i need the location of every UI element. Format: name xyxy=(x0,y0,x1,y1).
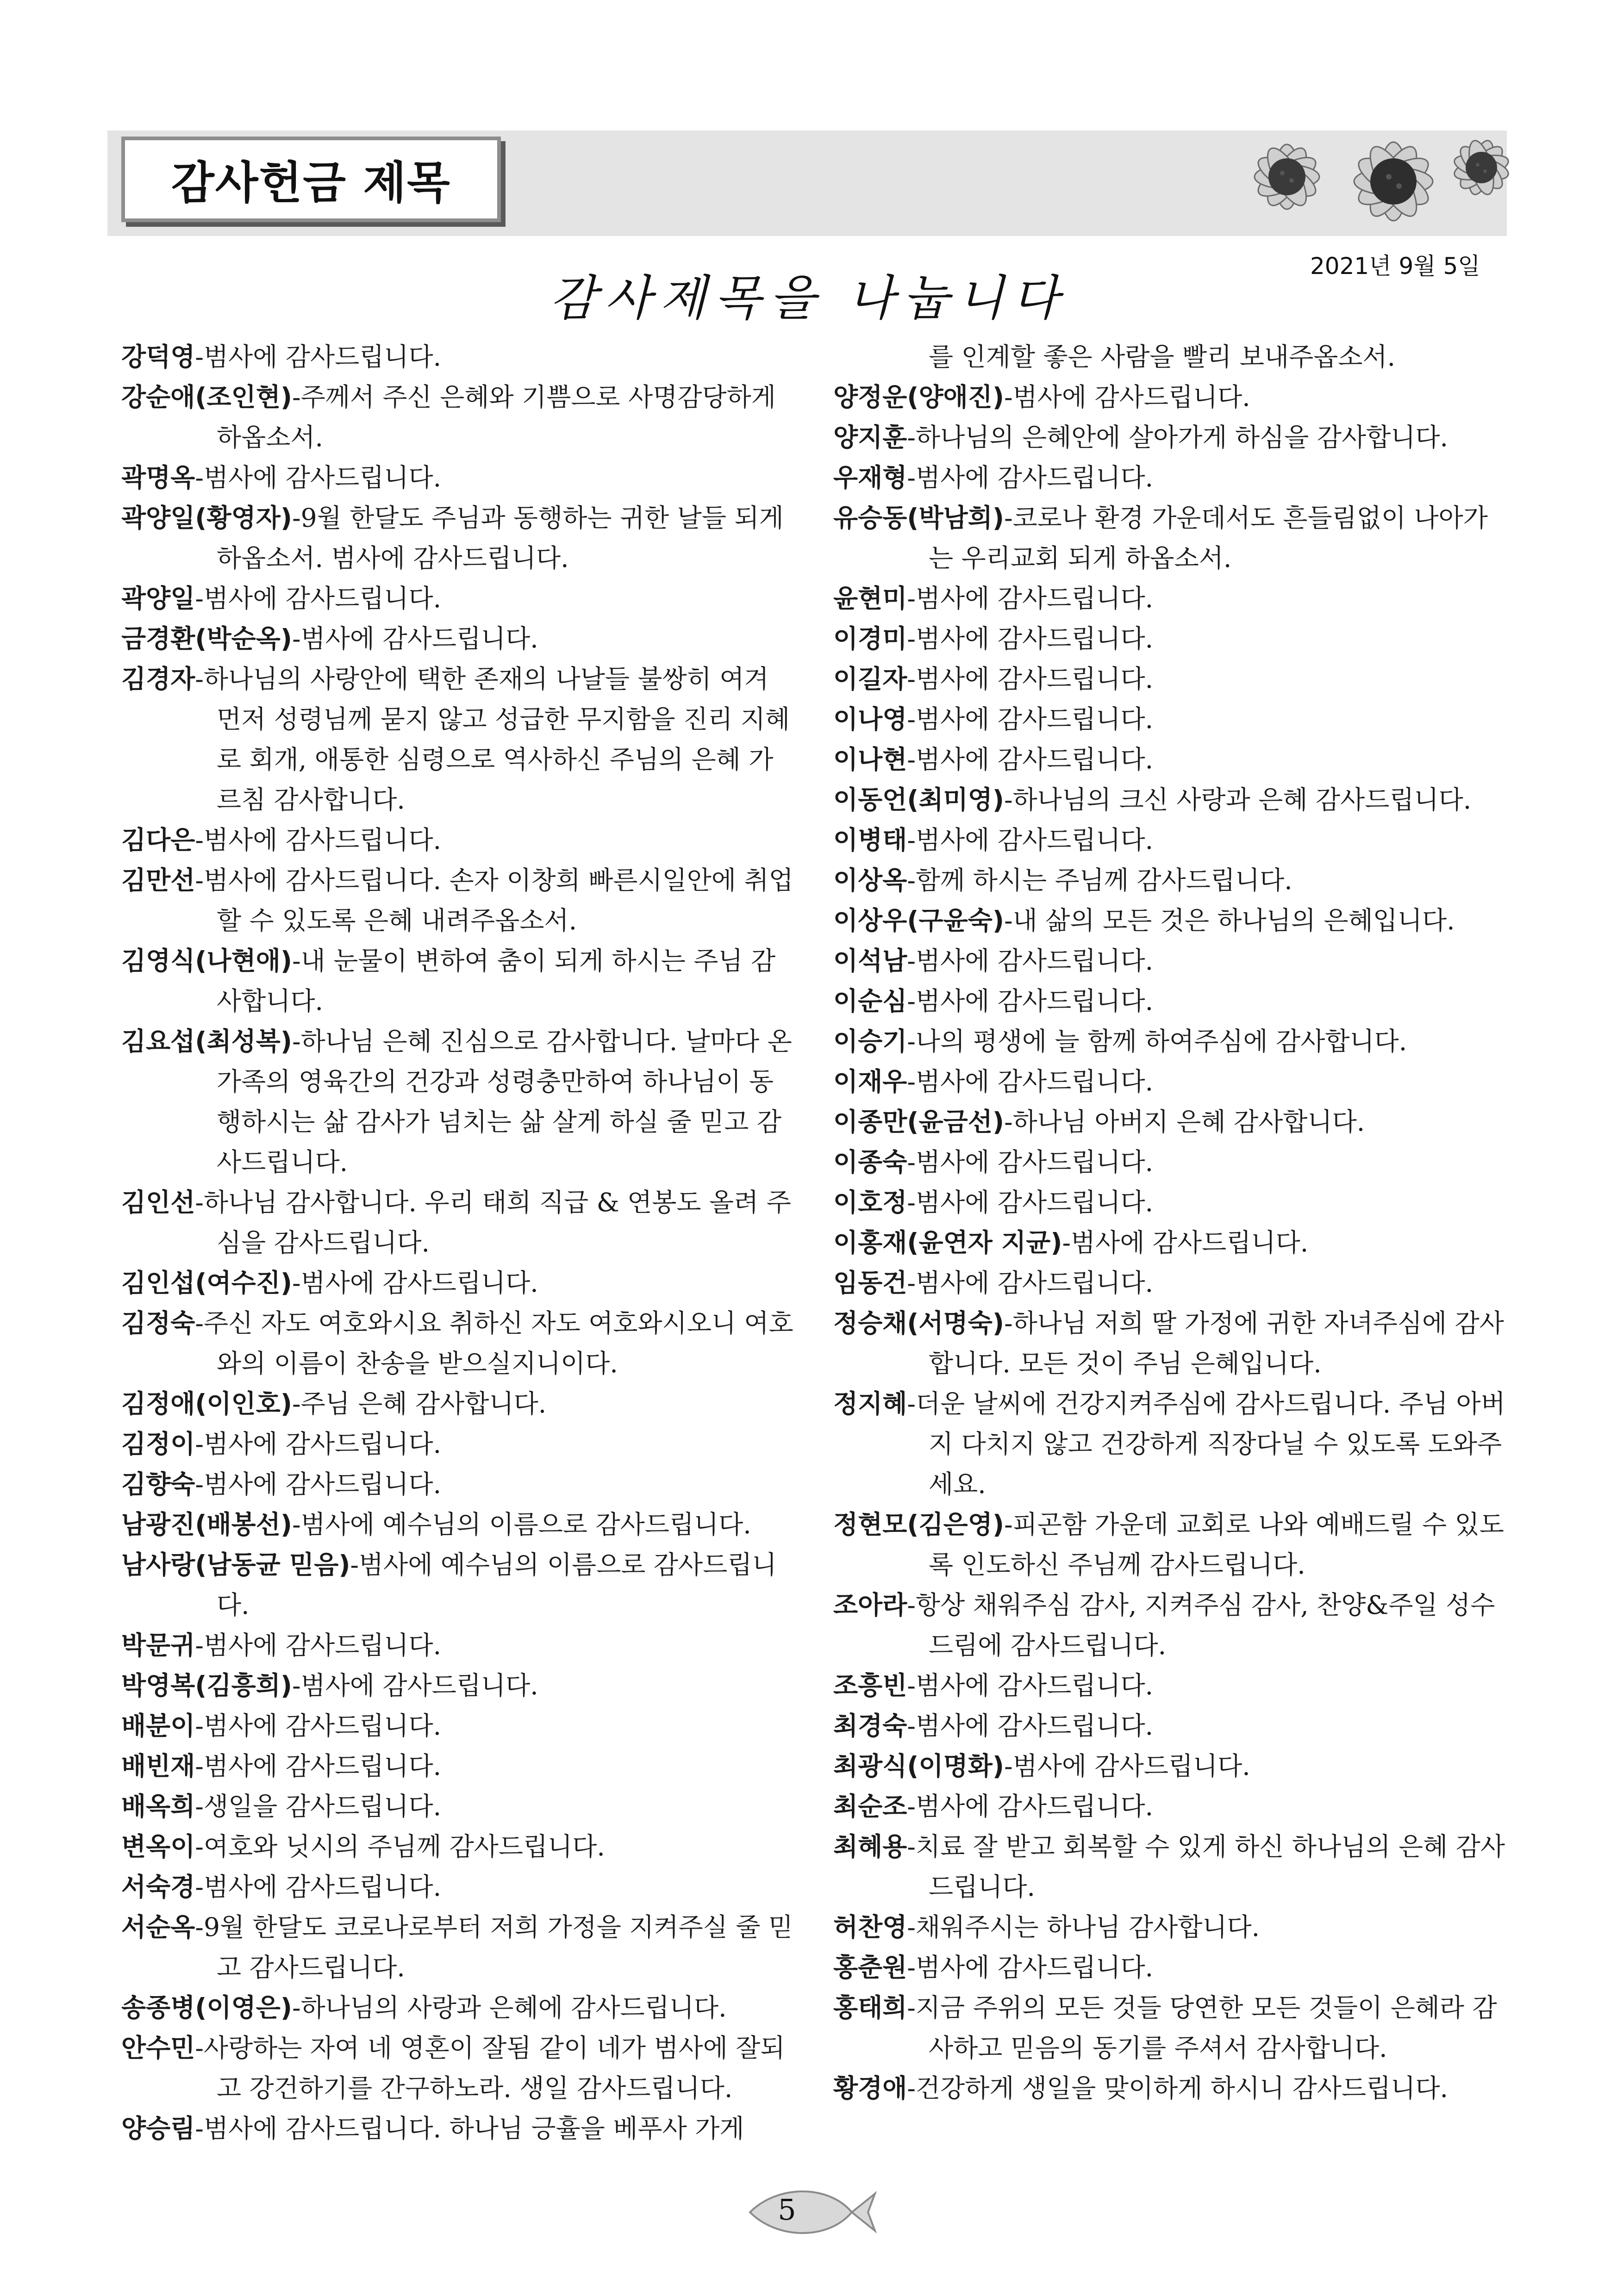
donor-name: 임동건 xyxy=(833,1268,907,1298)
list-item xyxy=(833,1384,1509,1505)
donor-name: 양정운(양애진) xyxy=(833,382,1005,412)
list-item xyxy=(121,1505,797,1545)
thanks-text: -범사에 감사드립니다. xyxy=(907,704,1154,734)
list-item xyxy=(121,337,797,377)
donor-name: 서순옥 xyxy=(121,1912,195,1942)
thanks-text: -범사에 감사드립니다. xyxy=(1004,1751,1250,1781)
donor-name: 조아라 xyxy=(833,1590,907,1620)
list-item xyxy=(833,860,1509,901)
list-item xyxy=(121,860,797,941)
list-item xyxy=(121,1303,797,1384)
donor-name: 곽양일 xyxy=(121,584,195,613)
list-item xyxy=(121,820,797,860)
donor-name: 이승기 xyxy=(833,1027,907,1056)
donor-name: 김인선 xyxy=(121,1188,195,1217)
donor-name: 배분이 xyxy=(121,1711,195,1741)
donor-name: 강순애(조인현) xyxy=(121,382,293,412)
donor-name: 김정이 xyxy=(121,1429,195,1459)
donor-name: 이재우 xyxy=(833,1067,907,1096)
list-item xyxy=(121,1182,797,1263)
donor-name: 김영식(나현애) xyxy=(121,946,293,976)
donor-name: 김경자 xyxy=(121,664,195,694)
list-item xyxy=(121,941,797,1021)
sunflower-icon xyxy=(1217,121,1514,236)
list-item xyxy=(833,1142,1509,1182)
list-item xyxy=(121,579,797,619)
thanks-text: -9월 한달도 코로나로부터 저희 가정을 지켜주실 줄 믿고 감사드립니다. xyxy=(195,1912,793,1982)
list-item xyxy=(121,1666,797,1706)
thanks-text: -범사에 예수님의 이름으로 감사드립니다. xyxy=(292,1510,751,1539)
thanks-text: -범사에 감사드립니다. xyxy=(195,584,442,613)
footer xyxy=(741,2184,880,2240)
thanks-text: -범사에 감사드립니다. xyxy=(907,624,1154,653)
donor-name: 곽양일(황영자) xyxy=(121,503,293,533)
donor-name: 안수민 xyxy=(121,2033,195,2063)
donor-name: 배빈재 xyxy=(121,1751,195,1781)
donor-name: 조흥빈 xyxy=(833,1671,907,1700)
title-box xyxy=(121,137,501,222)
donor-name: 송종병(이영은) xyxy=(121,1993,293,2022)
thanks-text: -채워주시는 하나님 감사합니다. xyxy=(907,1912,1260,1942)
list-item xyxy=(833,1585,1509,1666)
thanks-text: -범사에 감사드립니다. xyxy=(195,1872,442,1902)
list-item xyxy=(833,941,1509,981)
thanks-text: -범사에 감사드립니다. xyxy=(907,1067,1154,1096)
list-item xyxy=(833,740,1509,780)
list-item xyxy=(121,1988,797,2028)
donor-name: 이상옥 xyxy=(833,865,907,895)
thanks-text: -하나님의 사랑과 은혜에 감사드립니다. xyxy=(292,1993,727,2022)
page-title: 감사헌금 제목 xyxy=(171,157,451,209)
list-item xyxy=(121,2109,797,2149)
thanks-text: -내 눈물이 변하여 춤이 되게 하시는 주님 감사합니다. xyxy=(217,946,776,1016)
list-item xyxy=(833,458,1509,498)
list-item xyxy=(833,417,1509,458)
thanks-text: -생일을 감사드립니다. xyxy=(195,1792,442,1821)
donor-name: 이나영 xyxy=(833,704,907,734)
thanks-text: -항상 채워주심 감사, 지켜주심 감사, 찬양&주일 성수 드림에 감사드립니다. xyxy=(907,1590,1495,1660)
list-item xyxy=(833,1182,1509,1223)
list-item xyxy=(833,377,1509,417)
donor-name: 이종숙 xyxy=(833,1147,907,1177)
donor-name: 이길자 xyxy=(833,664,907,694)
thanks-text: -범사에 감사드립니다. 하나님 긍휼을 베푸사 가게 xyxy=(195,2114,744,2143)
donor-name: 유승동(박남희) xyxy=(833,503,1005,533)
thanks-text: -범사에 감사드립니다. xyxy=(195,825,442,855)
list-item xyxy=(121,1625,797,1666)
list-item xyxy=(833,337,1509,377)
list-item xyxy=(833,579,1509,619)
thanks-text: -더운 날씨에 건강지켜주심에 감사드립니다. 주님 아버지 다치지 않고 건강하게 직장다닐 수 있도록 도와주세요. xyxy=(907,1389,1505,1499)
donor-name: 이홍재(윤연자 지균) xyxy=(833,1228,1062,1257)
donor-name: 정승채(서명숙) xyxy=(833,1308,1005,1338)
donor-name: 이호정 xyxy=(833,1188,907,1217)
donor-name: 정지혜 xyxy=(833,1389,907,1419)
list-item xyxy=(833,1303,1509,1384)
thanks-text: -범사에 감사드립니다. xyxy=(195,463,442,492)
date: 2021년 9월 5일 xyxy=(1310,253,1480,280)
list-item xyxy=(121,1827,797,1867)
list-item xyxy=(121,1464,797,1505)
donor-name: 변옥이 xyxy=(121,1832,195,1861)
thanks-text: -건강하게 생일을 맞이하게 하시니 감사드립니다. xyxy=(907,2073,1448,2103)
list-item xyxy=(833,1786,1509,1827)
thanks-text: -범사에 감사드립니다. xyxy=(907,664,1154,694)
donor-name: 허찬영 xyxy=(833,1912,907,1942)
donor-name: 곽명옥 xyxy=(121,463,195,492)
thanks-text: -범사에 감사드립니다. xyxy=(195,1711,442,1741)
thanks-text: -범사에 감사드립니다. xyxy=(907,1671,1154,1700)
thanks-text: -9월 한달도 주님과 동행하는 귀한 날들 되게 하옵소서. 범사에 감사드립니다. xyxy=(217,503,784,573)
list-item xyxy=(121,1545,797,1625)
donor-name: 강덕영 xyxy=(121,342,195,372)
donor-name: 이병태 xyxy=(833,825,907,855)
thanks-text: -지금 주위의 모든 것들 당연한 모든 것들이 은혜라 감사하고 믿음의 동기를 주셔서 감사합니다. xyxy=(907,1993,1497,2063)
donor-name: 우재형 xyxy=(833,463,907,492)
page-number: 5 xyxy=(778,2193,796,2227)
donor-name: 이종만(윤금선) xyxy=(833,1107,1005,1137)
list-item xyxy=(833,659,1509,699)
thanks-text: -범사에 감사드립니다. xyxy=(907,584,1154,613)
donor-name: 김향숙 xyxy=(121,1469,195,1499)
thanks-text: -범사에 감사드립니다. xyxy=(195,1630,442,1660)
donor-name: 정현모(김은영) xyxy=(833,1510,1005,1539)
thanks-text: -범사에 감사드립니다. xyxy=(907,1953,1154,1982)
thanks-text: -범사에 감사드립니다. xyxy=(907,986,1154,1016)
list-item xyxy=(121,1907,797,1988)
list-item xyxy=(121,377,797,458)
donor-name: 이석남 xyxy=(833,946,907,976)
list-item xyxy=(121,498,797,579)
donor-name: 최경숙 xyxy=(833,1711,907,1741)
thanks-text: -범사에 감사드립니다. xyxy=(907,1268,1154,1298)
thanks-text: -하나님 아버지 은혜 감사합니다. xyxy=(1004,1107,1365,1137)
list-item xyxy=(121,619,797,659)
list-item xyxy=(121,1263,797,1303)
thanks-text: -범사에 감사드립니다. xyxy=(907,745,1154,774)
list-item xyxy=(833,1102,1509,1142)
thanks-text: -주께서 주신 은혜와 기쁨으로 사명감당하게 하옵소서. xyxy=(217,382,776,452)
thanks-text: -범사에 감사드립니다. xyxy=(195,1469,442,1499)
donor-name: 남사랑(남동균 믿음) xyxy=(121,1550,350,1580)
thanks-text: -범사에 감사드립니다. 손자 이창희 빠른시일안에 취업할 수 있도록 은혜 내려주옵소서. xyxy=(195,865,793,935)
donor-name: 양지훈 xyxy=(833,423,907,452)
list-item xyxy=(833,1706,1509,1746)
thanks-text: -치료 잘 받고 회복할 수 있게 하신 하나님의 은혜 감사드립니다. xyxy=(907,1832,1505,1902)
donor-name: 이동언(최미영) xyxy=(833,785,1005,815)
thanks-text: -주신 자도 여호와시요 취하신 자도 여호와시오니 여호와의 이름이 찬송을 받으실지니이다. xyxy=(195,1308,793,1378)
list-item xyxy=(121,1867,797,1907)
donor-name: 서숙경 xyxy=(121,1872,195,1902)
thanks-text: -하나님의 은혜안에 살아가게 하심을 감사합니다. xyxy=(907,423,1448,452)
thanks-text: -범사에 감사드립니다. xyxy=(195,1751,442,1781)
list-item xyxy=(833,1948,1509,1988)
donor-name: 최광식(이명화) xyxy=(833,1751,1005,1781)
subtitle: 감사제목을 나눕니다 xyxy=(549,270,1068,326)
list-item xyxy=(121,1021,797,1182)
thanks-text: 를 인계할 좋은 사람을 빨리 보내주옵소서. xyxy=(929,342,1396,372)
thanks-text: -범사에 감사드립니다. xyxy=(1062,1228,1309,1257)
list-item xyxy=(833,2068,1509,2109)
thanks-text: -범사에 감사드립니다. xyxy=(907,825,1154,855)
donor-name: 김인섭(여수진) xyxy=(121,1268,293,1298)
donor-name: 이순심 xyxy=(833,986,907,1016)
list-item xyxy=(833,699,1509,740)
list-item xyxy=(833,780,1509,820)
donor-name: 최순조 xyxy=(833,1792,907,1821)
thanks-text: -범사에 감사드립니다. xyxy=(292,1268,538,1298)
thanks-text: -하나님의 사랑안에 택한 존재의 나날들 불쌍히 여겨 먼저 성령님께 묻지 않고 성급한 무지함을 진리 지혜로 회개, 애통한 심령으로 역사하신 주님의 은혜 가르침 감사합니다. xyxy=(195,664,790,815)
list-item xyxy=(121,1786,797,1827)
thanks-text: -피곤함 가운데 교회로 나와 예배드릴 수 있도록 인도하신 주님께 감사드립니다. xyxy=(929,1510,1504,1580)
thanks-text: -나의 평생에 늘 함께 하여주심에 감사합니다. xyxy=(907,1027,1407,1056)
thanks-text: -범사에 감사드립니다. xyxy=(907,1792,1154,1821)
donor-name: 배옥희 xyxy=(121,1792,195,1821)
donor-name: 김다은 xyxy=(121,825,195,855)
donor-name: 홍춘원 xyxy=(833,1953,907,1982)
left-column xyxy=(121,337,797,2149)
donor-name: 남광진(배봉선) xyxy=(121,1510,293,1539)
list-item xyxy=(833,1062,1509,1102)
thanks-text: -함께 하시는 주님께 감사드립니다. xyxy=(907,865,1292,895)
list-item xyxy=(833,619,1509,659)
donor-name: 김정애(이인호) xyxy=(121,1389,293,1419)
thanks-text: -범사에 감사드립니다. xyxy=(292,1671,538,1700)
donor-name: 황경애 xyxy=(833,2073,907,2103)
list-item xyxy=(833,1505,1509,1585)
thanks-text: -범사에 감사드립니다. xyxy=(907,1147,1154,1177)
donor-name: 이나현 xyxy=(833,745,907,774)
thanks-text: -범사에 감사드립니다. xyxy=(1004,382,1250,412)
list-item xyxy=(833,981,1509,1021)
list-item xyxy=(833,901,1509,941)
list-item xyxy=(121,1746,797,1786)
donor-name: 김요섭(최성복) xyxy=(121,1027,293,1056)
list-item xyxy=(121,458,797,498)
thanks-text: -주님 은혜 감사합니다. xyxy=(292,1389,547,1419)
list-item xyxy=(121,659,797,820)
donor-name: 양승림 xyxy=(121,2114,195,2143)
list-item xyxy=(833,1021,1509,1062)
thanks-text: -사랑하는 자여 네 영혼이 잘됨 같이 네가 범사에 잘되고 강건하기를 간구하노라. 생일 감사드립니다. xyxy=(195,2033,785,2103)
donor-name: 홍태희 xyxy=(833,1993,907,2022)
list-item xyxy=(833,1746,1509,1786)
thanks-text: -하나님의 크신 사랑과 은혜 감사드립니다. xyxy=(1004,785,1472,815)
donor-name: 금경환(박순옥) xyxy=(121,624,293,653)
donor-name: 이경미 xyxy=(833,624,907,653)
thanks-text: -범사에 감사드립니다. xyxy=(292,624,538,653)
thanks-text: -코로나 환경 가운데서도 흔들림없이 나아가는 우리교회 되게 하옵소서. xyxy=(929,503,1488,573)
donor-name: 박문귀 xyxy=(121,1630,195,1660)
thanks-text: -하나님 저희 딸 가정에 귀한 자녀주심에 감사합니다. 모든 것이 주님 은혜입니다. xyxy=(929,1308,1504,1378)
thanks-text: -범사에 감사드립니다. xyxy=(907,946,1154,976)
list-item xyxy=(121,1384,797,1424)
list-item xyxy=(833,1827,1509,1907)
thanks-text: -범사에 감사드립니다. xyxy=(907,1188,1154,1217)
thanks-text: -범사에 감사드립니다. xyxy=(195,1429,442,1459)
list-item xyxy=(833,498,1509,579)
thanks-text: -범사에 예수님의 이름으로 감사드립니다. xyxy=(217,1550,777,1620)
list-item xyxy=(833,1263,1509,1303)
thanks-text: -범사에 감사드립니다. xyxy=(195,342,442,372)
thanks-text: -범사에 감사드립니다. xyxy=(907,463,1154,492)
thanks-text: -내 삶의 모든 것은 하나님의 은혜입니다. xyxy=(1004,906,1455,935)
thanks-text: -범사에 감사드립니다. xyxy=(907,1711,1154,1741)
list-item xyxy=(833,1223,1509,1263)
thanks-text: -하나님 은혜 진심으로 감사합니다. 날마다 온 가족의 영육간의 건강과 성령충만하여 하나님이 동행하시는 삶 감사가 넘치는 삶 살게 하실 줄 믿고 감사드립니다. xyxy=(217,1027,792,1177)
donor-name: 박영복(김흥희) xyxy=(121,1671,293,1700)
list-item xyxy=(121,1424,797,1464)
thanks-text: -여호와 닛시의 주님께 감사드립니다. xyxy=(195,1832,605,1861)
list-item xyxy=(833,1907,1509,1948)
donor-name: 윤현미 xyxy=(833,584,907,613)
donor-name: 이상우(구윤숙) xyxy=(833,906,1005,935)
donor-name: 김정숙 xyxy=(121,1308,195,1338)
donor-name: 김만선 xyxy=(121,865,195,895)
list-item xyxy=(121,1706,797,1746)
thanks-text: -하나님 감사합니다. 우리 태희 직급 & 연봉도 올려 주심을 감사드립니다. xyxy=(195,1188,791,1257)
list-item xyxy=(833,820,1509,860)
donor-name: 최혜용 xyxy=(833,1832,907,1861)
list-item xyxy=(833,1988,1509,2068)
right-column xyxy=(833,337,1509,2109)
list-item xyxy=(833,1666,1509,1706)
list-item xyxy=(121,2028,797,2109)
